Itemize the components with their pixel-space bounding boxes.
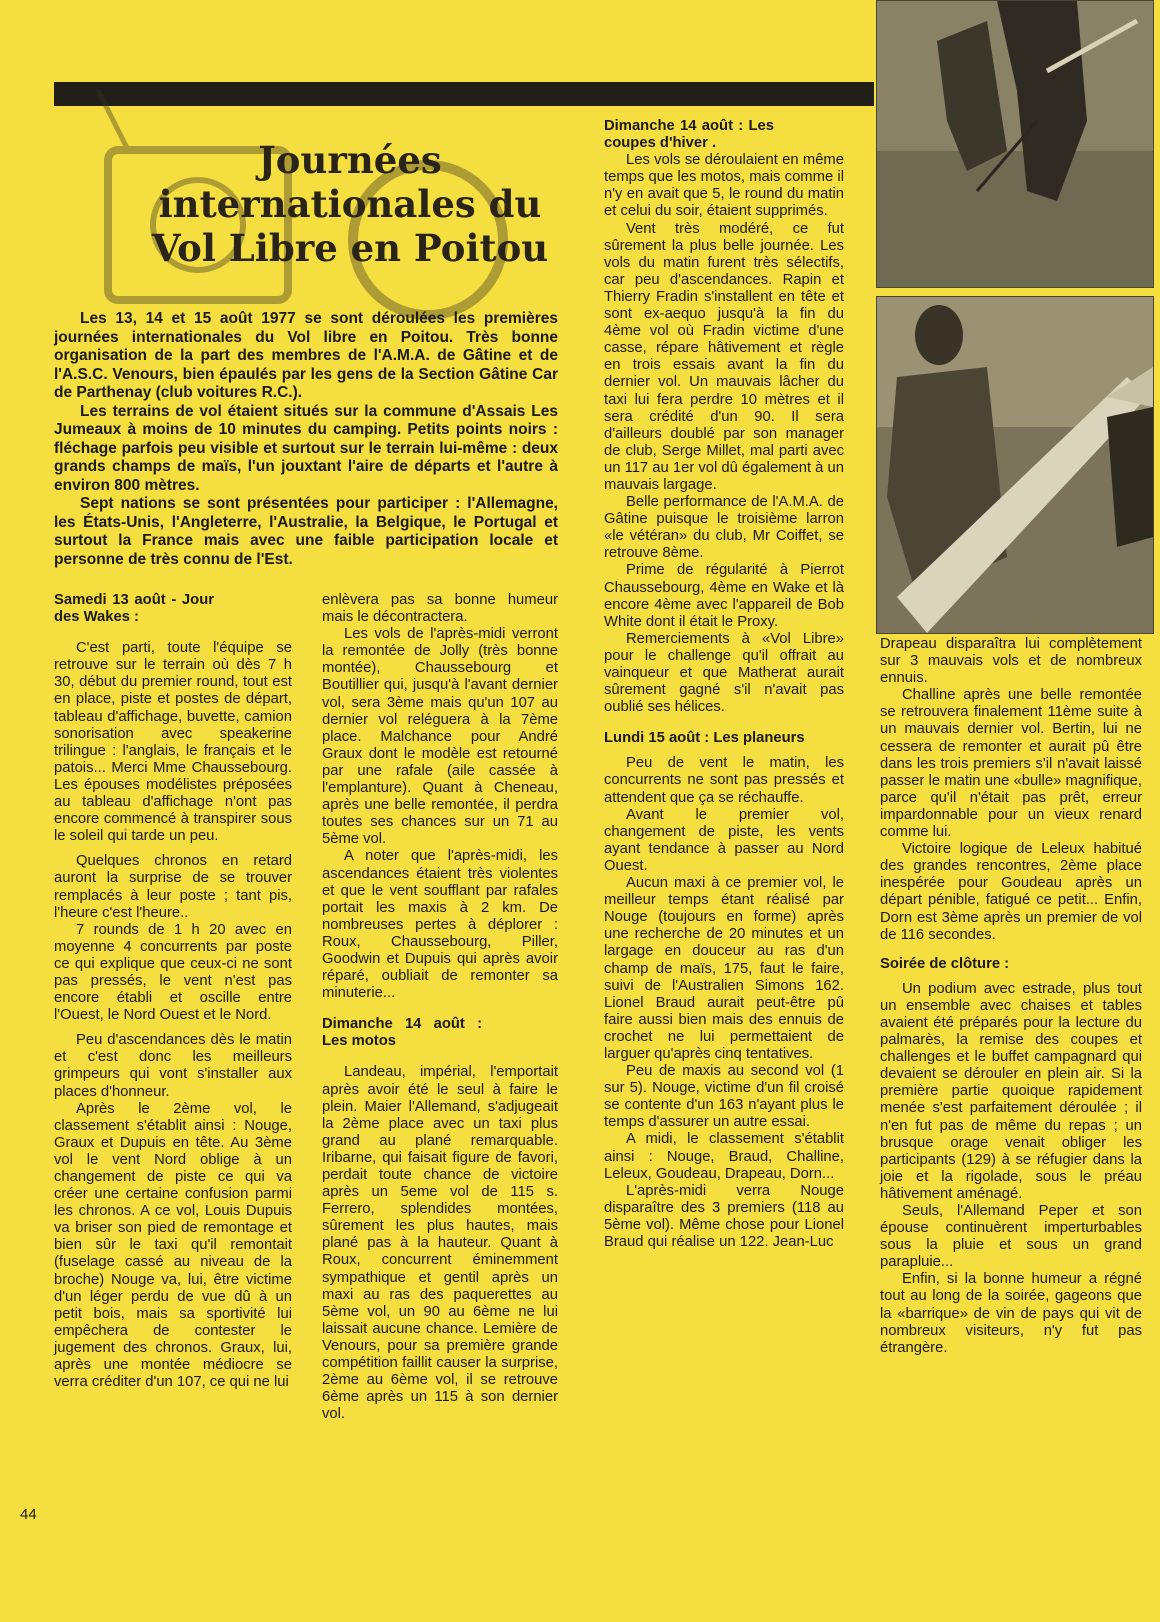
paragraph: 7 rounds de 1 h 20 avec en moyenne 4 concurrents par poste ce qui explique que ceux-ci ne sont pas pressés, le vent n'est pas encore établi et oscille entre l'Ouest, le Nord Ouest et le Nord.: [54, 921, 292, 1024]
paragraph: Prime de régularité à Pierrot Chaussebourg, 4ème en Wake et là encore 4ème avec l'appareil de Bob White dont il était le Proxy.: [604, 562, 844, 630]
intro-paragraph: Les terrains de vol étaient situés sur la commune d'Assais Les Jumeaux à moins de 10 minutes du camping. Petits points noirs : fléchage parfois peu visible et surtout sur le terrain lui-même : deux grands champs de maïs, l'un jouxtant l'aire de départs et l'autre à environ 800 mètres.: [54, 402, 558, 494]
paragraph: Enfin, si la bonne humeur a régné tout au long de la soirée, gageons que la «barrique» de vin de pays qui vit de nombreux visiteurs, n'y fut pas étrangère.: [880, 1271, 1142, 1356]
paragraph: A midi, le classement s'établit ainsi : Nouge, Braud, Challine, Leleux, Goudeau, Drapeau, Dorn...: [604, 1131, 844, 1182]
paragraph: Landeau, impérial, l'emportait après avoir été le seul à faire le plein. Maier l'Allemand, s'adjugeait la 2ème place avec un taxi plus grand au plané remarquable. Iribarne, qui faisait figure de favori, perdait toute chance de victoire après un 5eme vol de 115 s. Ferrero, splendides montées, sûrement les plus hautes, mais plané pas à la hauteur. Quant à Roux, concurrent éminemment sympathique et gentil après un maxi au ras des paquerettes au 5ème vol, un 90 au 6ème ne lui laissait aucune chance. Lemière de Venours, pour sa première grande compétition faillit causer la surprise, 2ème au 6ème vol, il se retrouve 6ème après un 115 à son dernier vol.: [322, 1064, 558, 1423]
intro-text: [54, 310, 558, 569]
paragraph: Seuls, l'Allemand Peper et son épouse continuèrent imperturbables sous la pluie et sous un grand parapluie...: [880, 1203, 1142, 1271]
paragraph: Belle performance de l'A.M.A. de Gâtine puisque le troisième larron «le vétéran» du club, Mr Coiffet, se retrouve 8ème.: [604, 494, 844, 562]
paragraph: Victoire logique de Leleux habitué des grandes rencontres, 2ème place inespérée pour Goudeau après un départ pénible, fatigué ce petit... Enfin, Dorn est 3ème après un premier de vol de 116 secondes.: [880, 841, 1142, 943]
section-heading-planeurs: Lundi 15 août : Les planeurs: [604, 730, 805, 747]
paragraph: Les vols se déroulaient en même temps que les motos, mais comme il n'y en avait que 5, le round du matin et celui du soir, étaient supprimés.: [604, 152, 844, 220]
paragraph: Vent très modéré, ce fut sûrement la plus belle journée. Les vols du matin furent très sélectifs, car peu d'ascendances. Rapin et Thierry Fradin s'installent en tête et sont ex-aequo jusqu'à la fin du 4ème vol où Fradin victime d'une casse, répare hâtivement et règle en trois essais avant la fin du dernier vol. Un mauvais lâcher du taxi lui fera perdre 10 mètres et il sera crédité d'un 90. Il sera d'ailleurs doublé par son manager de club, Serge Millet, mal parti avec un 117 au 1er vol dû également à un mauvais largage.: [604, 220, 844, 493]
paragraph: Après le 2ème vol, le classement s'établit ainsi : Nouge, Graux et Dupuis en tête. Au 3ème vol le vent Nord oblige à un changement de piste ce qui va créer une certaine confusion parmi les chronos. A ce vol, Louis Dupuis va briser son pied de remontage et bien sûr le taxi qu'il remontait (fuselage cassé au niveau de la broche) Nouge va, lui, être victime d'un léger perdu de vue dû à un petit bois, mais sa sportivité lui empêchera de contester le jugement des chronos. Graux, lui, après une montée médiocre se verra créditer d'un 107, ce qui ne lui: [54, 1100, 292, 1391]
paragraph: Aucun maxi à ce premier vol, le meilleur temps étant réalisé par Nouge (toujours en forme) après une recherche de 20 minutes et un largage en douceur au ras d'un champ de maïs, 175, faut le faire, suivi de l'Australien Simons 162. Lionel Braud aurait peut-être pû faire aussi bien mais des ennuis de crochet ne lui permettaient de larguer qu'après cinq tentatives.: [604, 875, 844, 1062]
column-4: [880, 636, 1142, 1357]
paragraph: Challine après une belle remontée se retrouvera finalement 11ème suite à un mauvais dernier vol. Bertin, lui ne cessera de remonter et aurait pû être dans les trois premiers s'il n'avait laissé passer le matin une «bulle» magnifique, parce qu'il n'était pas prêt, erreur impardonnable pour un vieux renard comme lui.: [880, 687, 1142, 841]
paragraph: Peu d'ascendances dès le matin et c'est donc les meilleurs grimpeurs qui vont s'installer aux places d'honneur.: [54, 1032, 292, 1100]
paragraph: A noter que l'après-midi, les ascendances étaient très violentes et que le vent soufflant par rafales portait les maxis à 2 km. De nombreuses pertes à déplorer : Roux, Chaussebourg, Piller, Goodwin et Dupuis qui après avoir réparé, oubliait de remonter sa minuterie...: [322, 848, 558, 1002]
intro-paragraph: Sept nations se sont présentées pour participer : l'Allemagne, les États-Unis, l'Angleterre, l'Australie, la Belgique, le Portugal et surtout la France mais avec une faible participation locale et personne de très connu de l'Est.: [54, 495, 558, 568]
column-3: [604, 118, 844, 1251]
paragraph: Peu de vent le matin, les concurrents ne sont pas pressés et attendent que ça se réchauffe.: [604, 755, 844, 806]
paragraph: Un podium avec estrade, plus tout un ensemble avec chaises et tables avaient été préparés pour la lecture du palmarès, la remise des coupes et challenges et le buffet campagnard qui devaient se dérouler en plein air. Si la première partie quoique rapidement menée s'est parfaitement déroulée ; il n'en fut pas de même du repas ; un brusque orage venait obliger les participants (129) à se réfugier dans la joie et la rigolade, sous le préau hâtivement aménagé.: [880, 980, 1142, 1202]
page-number: 44: [20, 1506, 37, 1523]
paragraph: Avant le premier vol, changement de piste, les vents ayant tendance à passer au Nord Ouest.: [604, 806, 844, 874]
paragraph: enlèvera pas sa bonne humeur mais le décontractera.: [322, 592, 558, 626]
section-heading-soiree: Soirée de clôture :: [880, 955, 1010, 972]
paragraph: Quelques chronos en retard auront la surprise de se trouver remplacés à leur poste ; tant pis, l'heure c'est l'heure..: [54, 853, 292, 921]
paragraph: Remerciements à «Vol Libre» pour le challenge qu'il offrait au vainqueur et que Matherat aurait sûrement gagné s'il n'avait pas oublié ses hélices.: [604, 630, 844, 716]
paragraph: Drapeau disparaîtra lui complètement sur 3 mauvais vols et de nombreux ennuis.: [880, 636, 1142, 687]
paragraph: C'est parti, toute l'équipe se retrouve sur le terrain où dès 7 h 30, début du premier round, tout est en place, piste et postes de départ, tableau d'affichage, buvette, camion sonorisation avec speakerine trilingue : l'anglais, le français et le patois... Merci Mme Chaussebourg. Les épouses modélistes préposées au tableau d'affichage n'ont pas encore commencé à transpirer sous le soleil qui tarde un peu.: [54, 640, 292, 845]
section-heading-coupes: Dimanche 14 août : Les coupes d'hiver .: [604, 118, 774, 152]
column-1: [54, 592, 292, 1391]
paragraph: Peu de maxis au second vol (1 sur 5). Nouge, victime d'un fil croisé se contente d'un 163 n'ayant plus le temps d'assurer un autre essai.: [604, 1063, 844, 1131]
photo-field: [876, 0, 1154, 288]
section-heading-motos: Dimanche 14 août : Les motos: [322, 1016, 482, 1050]
paragraph: Les vols de l'après-midi verront la remontée de Jolly (très bonne montée), Chaussebourg et Boutillier qui, jusqu'à l'avant dernier vol, sera 3ème mais qu'un 107 au dernier vol reléguera à la 7ème place. Malchance pour André Graux dont le modèle est retourné par une rafale (aile cassée à l'emplanture). Quant à Cheneau, après une belle remontée, il perdra toutes ses chances sur un 71 au 5ème vol.: [322, 626, 558, 848]
column-2: [322, 592, 558, 1423]
section-heading-samedi: Samedi 13 août - Jour des Wakes :: [54, 592, 214, 626]
intro-paragraph: Les 13, 14 et 15 août 1977 se sont déroulées les premières journées internationales du Vol libre en Poitou. Très bonne organisation de la part des membres de l'A.M.A. de Gâtine et de l'A.S.C. Venours, bien épaulés par les gens de la Section Gâtine Car de Parthenay (club voitures R.C.).: [54, 310, 558, 401]
photo-pilot: [876, 296, 1154, 634]
paragraph: L'après-midi verra Nouge disparaître des 3 premiers (118 au 5ème vol). Même chose pour Lionel Braud qui réalise un 122. Jean-Luc: [604, 1182, 844, 1250]
article-title: Journées internationales du Vol Libre en Poitou: [151, 138, 549, 270]
